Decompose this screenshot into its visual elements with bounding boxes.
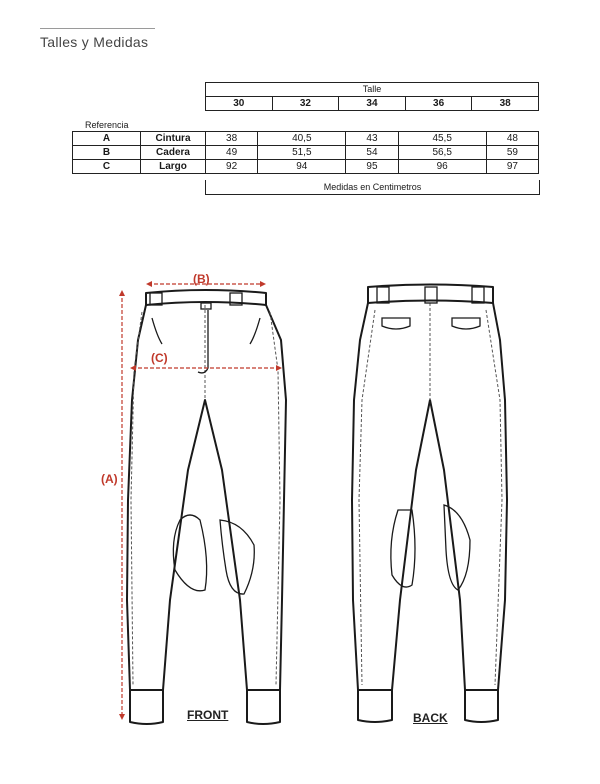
size-column-header: 30 bbox=[206, 97, 273, 111]
table-cell: 45,5 bbox=[398, 132, 486, 146]
table-cell: 94 bbox=[258, 160, 346, 174]
dimension-label-c: (C) bbox=[151, 351, 168, 365]
size-header-label: Talle bbox=[206, 83, 539, 97]
table-cell: 95 bbox=[346, 160, 398, 174]
table-cell: 59 bbox=[486, 146, 538, 160]
table-cell: 43 bbox=[346, 132, 398, 146]
reference-label: Referencia bbox=[85, 120, 129, 130]
units-note: Medidas en Centimetros bbox=[205, 180, 540, 195]
size-column-header: 36 bbox=[405, 97, 472, 111]
row-name: Largo bbox=[141, 160, 206, 174]
row-name: Cadera bbox=[141, 146, 206, 160]
page-title: Talles y Medidas bbox=[40, 34, 149, 50]
front-view-label: FRONT bbox=[187, 708, 229, 722]
row-key: A bbox=[73, 132, 141, 146]
table-cell: 56,5 bbox=[398, 146, 486, 160]
row-key: C bbox=[73, 160, 141, 174]
table-cell: 38 bbox=[206, 132, 258, 146]
size-column-header: 34 bbox=[339, 97, 406, 111]
row-name: Cintura bbox=[141, 132, 206, 146]
size-column-header: 38 bbox=[472, 97, 539, 111]
dimension-label-b: (B) bbox=[193, 272, 210, 286]
table-cell: 49 bbox=[206, 146, 258, 160]
table-cell: 40,5 bbox=[258, 132, 346, 146]
table-cell: 96 bbox=[398, 160, 486, 174]
table-cell: 97 bbox=[486, 160, 538, 174]
row-key: B bbox=[73, 146, 141, 160]
table-cell: 51,5 bbox=[258, 146, 346, 160]
dimension-label-a: (A) bbox=[101, 472, 118, 486]
size-column-header: 32 bbox=[272, 97, 339, 111]
back-view-label: BACK bbox=[413, 711, 448, 725]
table-cell: 54 bbox=[346, 146, 398, 160]
table-cell: 48 bbox=[486, 132, 538, 146]
table-cell: 92 bbox=[206, 160, 258, 174]
